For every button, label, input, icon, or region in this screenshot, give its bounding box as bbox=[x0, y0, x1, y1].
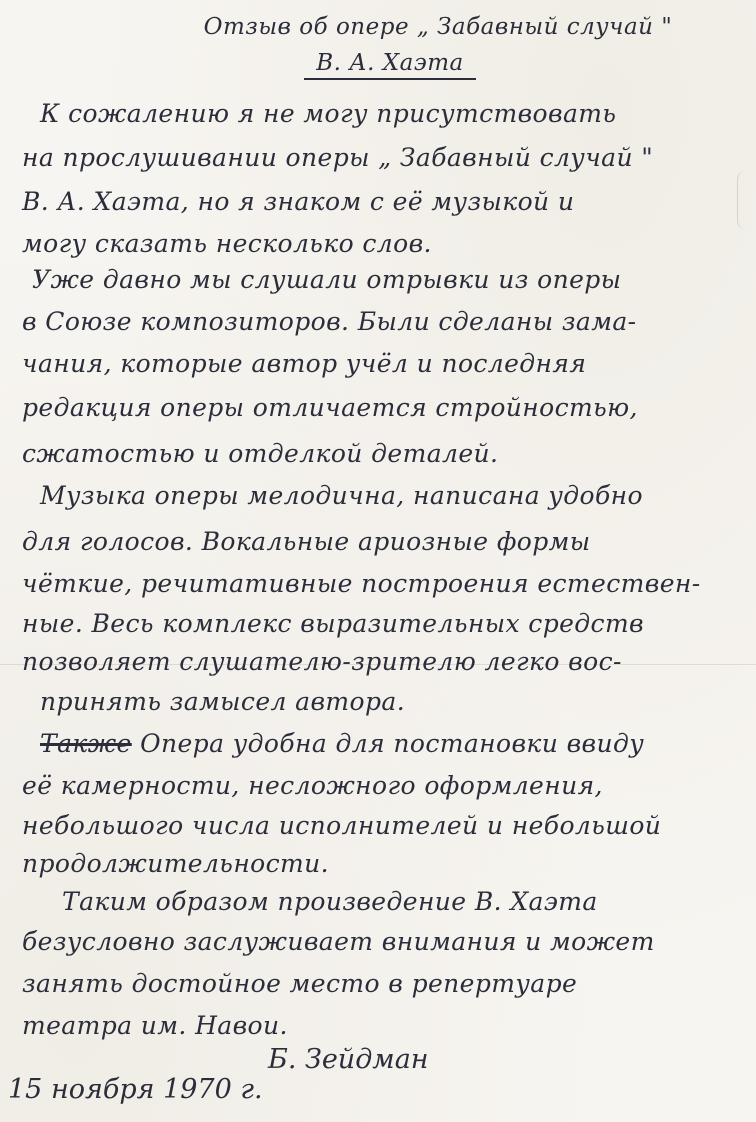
text-line: её камерности, несложного оформления, bbox=[22, 771, 603, 800]
text-line: В. А. Хаэта, но я знаком с её музыкой и bbox=[22, 187, 575, 216]
text-line: ные. Весь комплекс выразительных средств bbox=[22, 609, 645, 638]
paper-edge-mark bbox=[737, 170, 756, 230]
text-line: К сожалению я не могу присутствовать bbox=[40, 99, 617, 128]
text-line: сжатостью и отделкой деталей. bbox=[22, 439, 499, 468]
text-line: Музыка оперы мелодична, написана удобно bbox=[40, 481, 643, 510]
text-line-content: Опера удобна для постановки ввиду bbox=[140, 729, 645, 758]
text-line: в Союзе композиторов. Были сделаны зама- bbox=[22, 307, 637, 336]
text-line: продолжительности. bbox=[22, 849, 329, 878]
text-line: занять достойное место в репертуаре bbox=[22, 969, 578, 998]
text-line: безусловно заслуживает внимания и может bbox=[22, 927, 655, 956]
text-line: чёткие, речитативные построения естествен- bbox=[22, 569, 701, 598]
text-line: чания, которые автор учёл и последняя bbox=[22, 349, 587, 378]
text-line: на прослушивании оперы „ Забавный случай " bbox=[22, 143, 654, 172]
text-line: позволяет слушателю-зрителю легко вос- bbox=[22, 647, 622, 676]
text-line: Уже давно мы слушали отрывки из оперы bbox=[32, 265, 622, 294]
author-heading-text: В. А. Хаэта bbox=[304, 50, 476, 80]
text-line: редакция оперы отличается стройностью, bbox=[22, 393, 638, 422]
text-line-with-strike bbox=[40, 722, 644, 766]
letter-title: Отзыв об опере „ Забавный случай " bbox=[203, 14, 673, 40]
text-line: небольшого числа исполнителей и небольшой bbox=[22, 811, 662, 840]
text-line: для голосов. Вокальные ариозные формы bbox=[22, 527, 591, 556]
signature: Б. Зейдман bbox=[268, 1044, 429, 1075]
text-line: могу сказать несколько слов. bbox=[22, 229, 432, 258]
text-line: Таким образом произведение В. Хаэта bbox=[62, 887, 598, 916]
author-heading bbox=[12, 50, 756, 76]
letter-date: 15 ноября 1970 г. bbox=[8, 1074, 263, 1105]
text-line: театра им. Навои. bbox=[22, 1011, 288, 1040]
text-line: принять замысел автора. bbox=[40, 687, 406, 716]
struck-out-word: Также bbox=[40, 729, 132, 758]
